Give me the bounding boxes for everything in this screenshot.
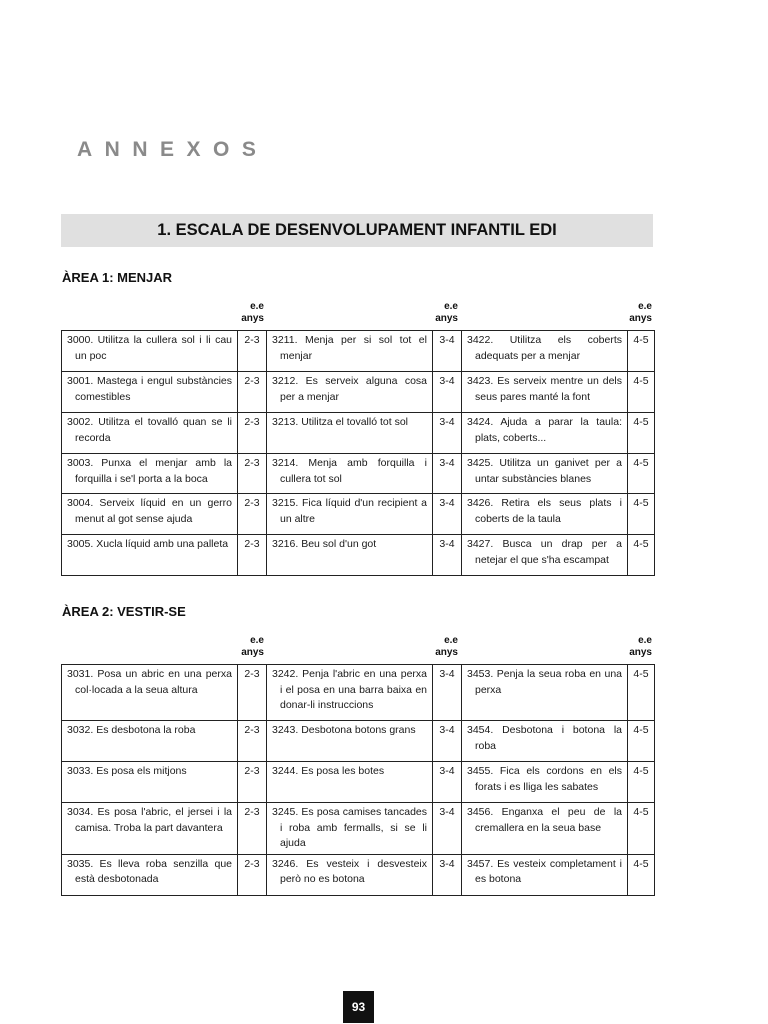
- section-title: 1. ESCALA DE DESENVOLUPAMENT INFANTIL EDI: [61, 214, 653, 247]
- age-cell: 4-5: [628, 665, 655, 721]
- age-cell: 4-5: [628, 854, 655, 895]
- item-cell: 3035. Es lleva roba senzilla que està desbotonada: [62, 854, 238, 895]
- item-cell: 3001. Mastega i engul substàncies comestibles: [62, 372, 238, 413]
- age-cell: 3-4: [433, 535, 462, 576]
- page-number: 93: [343, 991, 374, 1023]
- item-cell: 3455. Fica els cordons en els forats i es lliga les sabates: [462, 762, 628, 803]
- age-header-line1: e.e: [638, 301, 652, 312]
- age-header-line2: anys: [629, 313, 652, 324]
- age-cell: 2-3: [238, 665, 267, 721]
- age-cell: 2-3: [238, 762, 267, 803]
- age-cell: 4-5: [628, 413, 655, 454]
- item-cell: 3243. Desbotona botons grans: [267, 721, 433, 762]
- item-cell: 3424. Ajuda a parar la taula: plats, coberts...: [462, 413, 628, 454]
- age-cell: 3-4: [433, 413, 462, 454]
- age-cell: 3-4: [433, 721, 462, 762]
- table-row: [62, 721, 655, 762]
- age-cell: 3-4: [433, 331, 462, 372]
- age-cell: 3-4: [433, 803, 462, 855]
- age-cell: 4-5: [628, 721, 655, 762]
- item-cell: 3245. Es posa camises tancades i roba amb fermalls, si se li ajuda: [267, 803, 433, 855]
- item-cell: 3215. Fica líquid d'un recipient a un altre: [267, 494, 433, 535]
- table-row: [62, 665, 655, 721]
- age-cell: 2-3: [238, 854, 267, 895]
- age-header-col3: [624, 301, 652, 325]
- age-cell: 3-4: [433, 494, 462, 535]
- item-cell: 3031. Posa un abric en una perxa col·locada a la seua altura: [62, 665, 238, 721]
- item-cell: 3422. Utilitza els coberts adequats per a menjar: [462, 331, 628, 372]
- item-cell: 3457. Es vesteix completament i es botona: [462, 854, 628, 895]
- age-header-line2: anys: [435, 647, 458, 658]
- table-row: [62, 494, 655, 535]
- age-header-line1: e.e: [250, 635, 264, 646]
- item-cell: 3425. Utilitza un ganivet per a untar substàncies blanes: [462, 454, 628, 494]
- age-cell: 2-3: [238, 454, 267, 494]
- age-header-col3: [624, 635, 652, 659]
- age-header-col2: [430, 301, 458, 325]
- age-header-col1: [236, 635, 264, 659]
- age-cell: 4-5: [628, 372, 655, 413]
- age-cell: 4-5: [628, 803, 655, 855]
- table-row: [62, 535, 655, 576]
- item-cell: 3426. Retira els seus plats i coberts de la taula: [462, 494, 628, 535]
- table-row: [62, 762, 655, 803]
- age-cell: 2-3: [238, 331, 267, 372]
- age-header-line1: e.e: [444, 301, 458, 312]
- area-2-table: [61, 664, 655, 896]
- table-row: [62, 803, 655, 855]
- age-header-line1: e.e: [250, 301, 264, 312]
- age-cell: 4-5: [628, 762, 655, 803]
- item-cell: 3242. Penja l'abric en una perxa i el posa en una barra baixa en donar-li instruccions: [267, 665, 433, 721]
- item-cell: 3003. Punxa el menjar amb la forquilla i se'l porta a la boca: [62, 454, 238, 494]
- age-header-line2: anys: [241, 647, 264, 658]
- age-cell: 3-4: [433, 665, 462, 721]
- item-cell: 3456. Enganxa el peu de la cremallera en la seua base: [462, 803, 628, 855]
- item-cell: 3423. Es serveix mentre un dels seus pares manté la font: [462, 372, 628, 413]
- item-cell: 3246. Es vesteix i desvesteix però no es botona: [267, 854, 433, 895]
- age-header-col2: [430, 635, 458, 659]
- age-cell: 4-5: [628, 494, 655, 535]
- item-cell: 3214. Menja amb forquilla i cullera tot sol: [267, 454, 433, 494]
- age-cell: 4-5: [628, 331, 655, 372]
- area-1-table: [61, 330, 655, 576]
- age-header-line1: e.e: [638, 635, 652, 646]
- age-cell: 2-3: [238, 535, 267, 576]
- area-1-title: ÀREA 1: MENJAR: [62, 270, 173, 285]
- age-cell: 2-3: [238, 413, 267, 454]
- age-header-line1: e.e: [444, 635, 458, 646]
- item-cell: 3427. Busca un drap per a netejar el que s'ha escampat: [462, 535, 628, 576]
- item-cell: 3213. Utilitza el tovalló tot sol: [267, 413, 433, 454]
- item-cell: 3002. Utilitza el tovalló quan se li recorda: [62, 413, 238, 454]
- age-cell: 2-3: [238, 494, 267, 535]
- age-cell: 2-3: [238, 721, 267, 762]
- table-row: [62, 413, 655, 454]
- table-row: [62, 372, 655, 413]
- age-cell: 2-3: [238, 372, 267, 413]
- item-cell: 3453. Penja la seua roba en una perxa: [462, 665, 628, 721]
- area-2-title: ÀREA 2: VESTIR-SE: [62, 604, 186, 619]
- item-cell: 3244. Es posa les botes: [267, 762, 433, 803]
- item-cell: 3211. Menja per si sol tot el menjar: [267, 331, 433, 372]
- table-row: [62, 454, 655, 494]
- item-cell: 3212. Es serveix alguna cosa per a menjar: [267, 372, 433, 413]
- item-cell: 3005. Xucla líquid amb una palleta: [62, 535, 238, 576]
- item-cell: 3032. Es desbotona la roba: [62, 721, 238, 762]
- age-cell: 4-5: [628, 454, 655, 494]
- item-cell: 3004. Serveix líquid en un gerro menut al got sense ajuda: [62, 494, 238, 535]
- age-header-line2: anys: [241, 313, 264, 324]
- age-cell: 3-4: [433, 372, 462, 413]
- item-cell: 3000. Utilitza la cullera sol i li cau un poc: [62, 331, 238, 372]
- item-cell: 3034. Es posa l'abric, el jersei i la camisa. Troba la part davantera: [62, 803, 238, 855]
- age-cell: 3-4: [433, 454, 462, 494]
- item-cell: 3454. Desbotona i botona la roba: [462, 721, 628, 762]
- table-row: [62, 331, 655, 372]
- age-header-line2: anys: [629, 647, 652, 658]
- age-header-line2: anys: [435, 313, 458, 324]
- age-cell: 4-5: [628, 535, 655, 576]
- item-cell: 3033. Es posa els mitjons: [62, 762, 238, 803]
- item-cell: 3216. Beu sol d'un got: [267, 535, 433, 576]
- age-cell: 3-4: [433, 854, 462, 895]
- age-header-col1: [236, 301, 264, 325]
- annex-heading: ANNEXOS: [77, 138, 269, 161]
- age-cell: 3-4: [433, 762, 462, 803]
- age-cell: 2-3: [238, 803, 267, 855]
- table-row: [62, 854, 655, 895]
